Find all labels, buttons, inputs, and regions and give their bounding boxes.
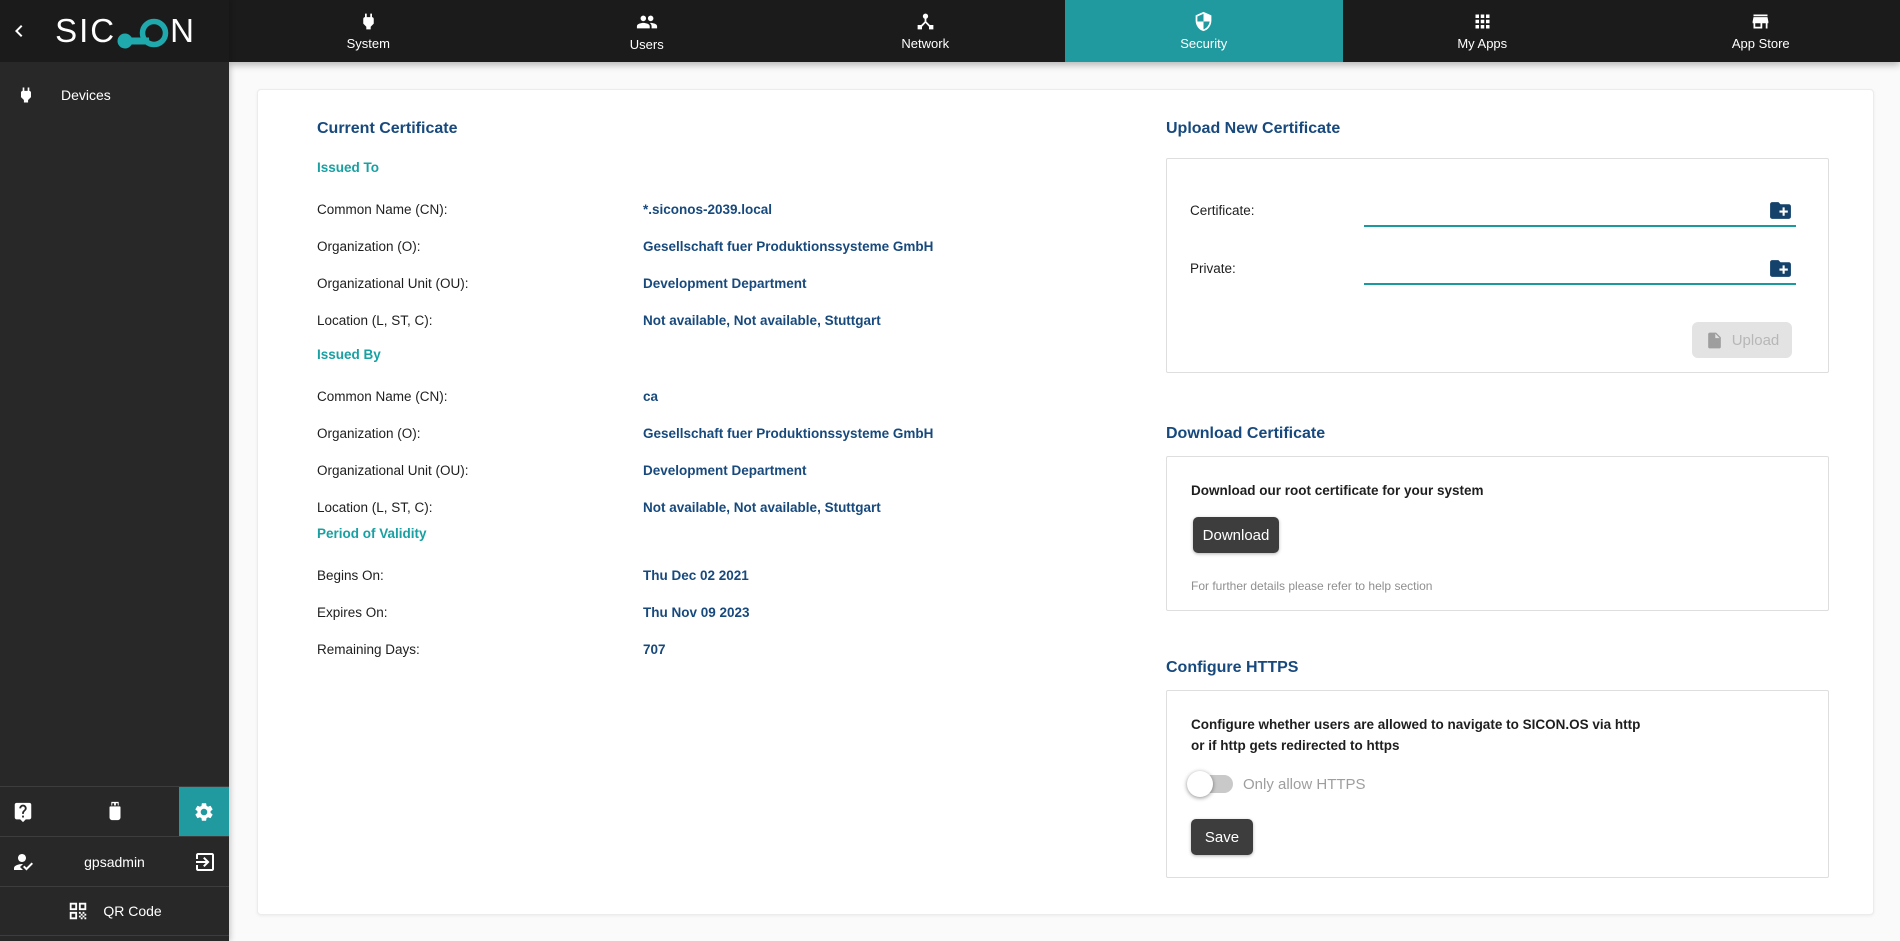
field-value: Gesellschaft fuer Produktionssysteme GmbH	[643, 239, 934, 254]
field-label: Expires On:	[317, 605, 388, 620]
cert-field-row	[317, 265, 1117, 302]
gear-icon	[193, 801, 215, 823]
download-section-title: Download Certificate	[1166, 425, 1326, 442]
field-label: Organizational Unit (OU):	[317, 463, 469, 478]
back-button[interactable]	[0, 19, 38, 43]
tab-label: Users	[629, 36, 664, 52]
upload-section-title: Upload New Certificate	[1166, 120, 1341, 137]
person-check-icon	[11, 850, 35, 874]
tab-system[interactable]	[229, 0, 508, 62]
device-hub-icon	[915, 11, 936, 32]
cert-field-row	[317, 631, 1117, 668]
configure-https-panel	[1166, 690, 1829, 878]
sidebar-user-row	[0, 836, 229, 886]
cert-field-row	[317, 302, 1117, 339]
certificate-file-label: Certificate:	[1190, 203, 1255, 218]
security-content-card	[257, 89, 1874, 915]
group-icon	[636, 11, 658, 33]
field-value: Gesellschaft fuer Produktionssysteme GmbH	[643, 426, 934, 441]
https-description	[1191, 714, 1640, 756]
field-label: Organization (O):	[317, 239, 421, 254]
logout-icon[interactable]	[193, 850, 217, 874]
field-value: 707	[643, 642, 666, 657]
logo-link-icon	[116, 11, 170, 52]
field-label: Organization (O):	[317, 426, 421, 441]
cert-field-row	[317, 191, 1117, 228]
tab-label: Security	[1180, 36, 1228, 51]
sidebar-qr-row[interactable]	[0, 886, 229, 936]
toggle-label: Only allow HTTPS	[1243, 776, 1366, 793]
field-value: Not available, Not available, Stuttgart	[643, 500, 881, 515]
field-label: Organizational Unit (OU):	[317, 276, 469, 291]
cert-field-row	[317, 452, 1117, 489]
field-label: Location (L, ST, C):	[317, 500, 433, 515]
cert-field-row	[317, 228, 1117, 265]
file-icon	[1705, 331, 1724, 350]
plug-icon	[358, 11, 379, 32]
private-key-label: Private:	[1190, 261, 1236, 276]
https-description-line1: Configure whether users are allowed to navigate to SICON.OS via http	[1191, 717, 1641, 732]
cert-field-row	[317, 557, 1117, 594]
top-navigation	[229, 0, 1900, 62]
download-help-note: For further details please refer to help section	[1191, 579, 1433, 593]
download-description: Download our root certificate for your system	[1191, 483, 1484, 498]
apps-grid-icon	[1472, 11, 1493, 32]
qr-code-label: QR Code	[103, 903, 162, 919]
upload-button[interactable]	[1692, 322, 1792, 358]
cert-field-row	[317, 415, 1117, 452]
private-key-input[interactable]	[1364, 283, 1796, 285]
sicon-logo	[38, 11, 229, 52]
upload-certificate-panel	[1166, 158, 1829, 373]
section-title: Current Certificate	[317, 120, 458, 137]
help-icon[interactable]	[12, 801, 34, 823]
field-label: Remaining Days:	[317, 642, 420, 657]
subsection-period-of-validity: Period of Validity	[317, 526, 427, 541]
logo-text-right: N	[170, 11, 196, 49]
sidebar-item-label: Devices	[61, 87, 111, 103]
shield-icon	[1193, 11, 1214, 32]
field-label: Common Name (CN):	[317, 389, 448, 404]
issued-to-rows	[317, 191, 1117, 339]
dongle-icon[interactable]	[104, 800, 126, 822]
qr-code-icon	[67, 900, 89, 922]
save-button[interactable]: Save	[1191, 819, 1253, 855]
add-folder-icon[interactable]	[1768, 256, 1793, 281]
only-https-toggle[interactable]	[1187, 771, 1233, 797]
download-certificate-panel	[1166, 456, 1829, 611]
field-value: Not available, Not available, Stuttgart	[643, 313, 881, 328]
tab-network[interactable]	[786, 0, 1065, 62]
tab-label: Network	[901, 36, 950, 51]
tab-my-apps[interactable]	[1343, 0, 1622, 62]
download-button[interactable]: Download	[1193, 517, 1279, 553]
tab-app-store[interactable]	[1622, 0, 1900, 62]
tab-users[interactable]	[508, 0, 787, 62]
field-label: Location (L, ST, C):	[317, 313, 433, 328]
plug-icon	[16, 85, 38, 105]
tab-security[interactable]	[1065, 0, 1344, 62]
subsection-issued-by: Issued By	[317, 347, 381, 362]
issued-by-rows	[317, 378, 1117, 526]
validity-rows	[317, 557, 1117, 668]
tab-label: System	[346, 36, 390, 51]
field-value: Development Department	[643, 463, 807, 478]
add-folder-icon[interactable]	[1768, 198, 1793, 223]
upload-button-label: Upload	[1731, 331, 1780, 349]
settings-gear-button[interactable]	[179, 787, 229, 836]
toggle-knob	[1187, 771, 1213, 797]
field-value: Thu Dec 02 2021	[643, 568, 749, 583]
username: gpsadmin	[84, 853, 145, 870]
field-value: Thu Nov 09 2023	[643, 605, 750, 620]
cert-field-row	[317, 489, 1117, 526]
sidebar-item-devices[interactable]	[0, 74, 229, 116]
field-value: ca	[643, 389, 659, 404]
logo-text-left: SIC	[55, 11, 117, 49]
https-description-line2: or if http gets redirected to https	[1191, 738, 1400, 753]
sidebar-bottom	[0, 786, 229, 936]
https-section-title: Configure HTTPS	[1166, 659, 1299, 676]
storefront-icon	[1750, 11, 1771, 32]
field-value: *.siconos-2039.local	[643, 202, 773, 217]
sidebar-tools-row	[0, 786, 229, 836]
field-label: Begins On:	[317, 568, 384, 583]
field-label: Common Name (CN):	[317, 202, 448, 217]
chevron-left-icon	[7, 19, 31, 43]
subsection-issued-to: Issued To	[317, 160, 380, 175]
sidebar-header	[0, 0, 229, 62]
cert-field-row	[317, 594, 1117, 631]
certificate-file-input[interactable]	[1364, 225, 1796, 227]
current-certificate-section	[317, 90, 1117, 668]
tab-label: App Store	[1731, 36, 1790, 51]
cert-field-row	[317, 378, 1117, 415]
field-value: Development Department	[643, 276, 807, 291]
sidebar	[0, 0, 229, 941]
right-column	[1166, 90, 1829, 878]
tab-label: My Apps	[1457, 36, 1508, 51]
